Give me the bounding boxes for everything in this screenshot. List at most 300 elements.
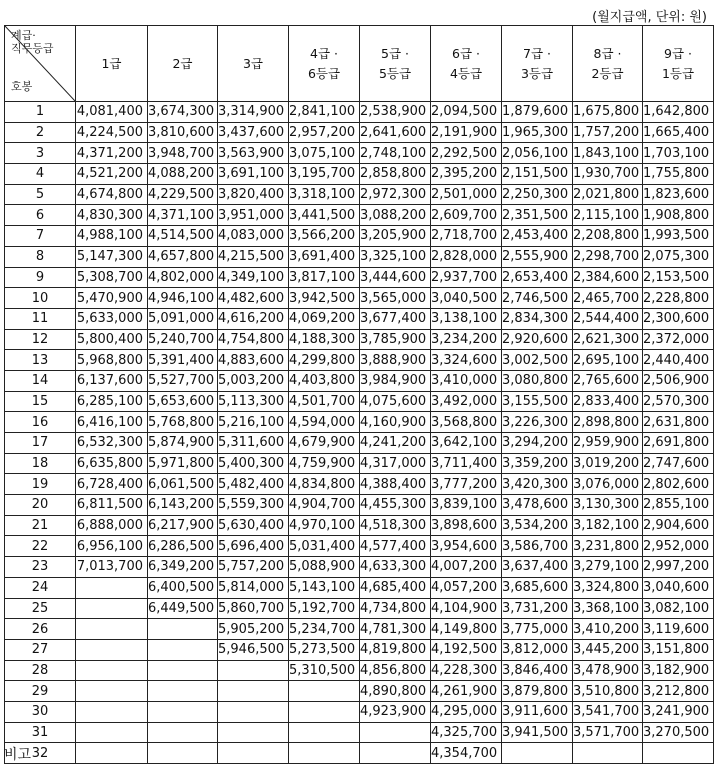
salary-cell: 3,444,600 xyxy=(360,267,431,288)
salary-cell: 3,810,600 xyxy=(148,122,218,143)
salary-cell: 1,823,600 xyxy=(643,184,714,205)
salary-cell: 1,843,100 xyxy=(573,143,643,164)
salary-cell: 2,695,100 xyxy=(573,350,643,371)
salary-cell: 2,538,900 xyxy=(360,102,431,123)
grade-header xyxy=(502,26,573,102)
salary-cell: 3,777,200 xyxy=(431,474,502,495)
salary-cell: 2,292,500 xyxy=(431,143,502,164)
salary-cell: 4,403,800 xyxy=(289,370,360,391)
step-cell: 4 xyxy=(5,164,76,185)
table-row xyxy=(5,598,714,619)
salary-cell xyxy=(218,743,289,764)
table-row xyxy=(5,681,714,702)
salary-cell: 5,559,300 xyxy=(218,495,289,516)
salary-cell: 3,534,200 xyxy=(502,515,573,536)
salary-cell: 4,518,300 xyxy=(360,515,431,536)
salary-cell: 3,691,400 xyxy=(289,246,360,267)
grade-header-line-2: 4등급 xyxy=(449,65,483,81)
salary-cell xyxy=(76,598,148,619)
salary-cell: 3,410,200 xyxy=(573,619,643,640)
grade-header xyxy=(218,26,289,102)
salary-cell: 2,021,800 xyxy=(573,184,643,205)
salary-cell: 5,192,700 xyxy=(289,598,360,619)
salary-cell: 6,728,400 xyxy=(76,474,148,495)
salary-cell: 5,630,400 xyxy=(218,515,289,536)
salary-cell: 3,478,600 xyxy=(502,495,573,516)
table-row xyxy=(5,370,714,391)
table-row xyxy=(5,557,714,578)
salary-cell: 6,449,500 xyxy=(148,598,218,619)
table-row xyxy=(5,474,714,495)
table-row xyxy=(5,164,714,185)
step-cell: 21 xyxy=(5,515,76,536)
salary-cell: 3,212,800 xyxy=(643,681,714,702)
step-cell: 11 xyxy=(5,308,76,329)
salary-cell: 3,019,200 xyxy=(573,453,643,474)
table-row xyxy=(5,577,714,598)
salary-cell: 4,819,800 xyxy=(360,639,431,660)
salary-cell: 3,941,500 xyxy=(502,722,573,743)
salary-cell: 2,747,600 xyxy=(643,453,714,474)
salary-cell: 2,833,400 xyxy=(573,391,643,412)
salary-cell: 3,410,000 xyxy=(431,370,502,391)
salary-cell: 3,898,600 xyxy=(431,515,502,536)
salary-cell: 3,948,700 xyxy=(148,143,218,164)
salary-cell xyxy=(148,681,218,702)
salary-cell: 1,993,500 xyxy=(643,226,714,247)
corner-header-cell xyxy=(5,26,76,102)
salary-cell: 1,965,300 xyxy=(502,122,573,143)
salary-cell: 2,453,400 xyxy=(502,226,573,247)
salary-cell: 6,143,200 xyxy=(148,495,218,516)
salary-cell: 4,325,700 xyxy=(431,722,502,743)
salary-cell: 4,075,600 xyxy=(360,391,431,412)
grade-header-line-2: 1등급 xyxy=(661,65,695,81)
table-row xyxy=(5,246,714,267)
salary-cell: 5,311,600 xyxy=(218,433,289,454)
salary-cell: 5,240,700 xyxy=(148,329,218,350)
step-cell: 26 xyxy=(5,619,76,640)
salary-cell: 2,075,300 xyxy=(643,246,714,267)
table-row xyxy=(5,350,714,371)
salary-cell: 3,785,900 xyxy=(360,329,431,350)
salary-cell: 5,308,700 xyxy=(76,267,148,288)
salary-cell: 5,971,800 xyxy=(148,453,218,474)
salary-cell: 3,075,100 xyxy=(289,143,360,164)
salary-cell: 3,951,000 xyxy=(218,205,289,226)
table-row xyxy=(5,722,714,743)
table-row xyxy=(5,536,714,557)
salary-cell: 2,904,600 xyxy=(643,515,714,536)
salary-cell: 1,703,100 xyxy=(643,143,714,164)
salary-cell: 4,083,000 xyxy=(218,226,289,247)
grade-header xyxy=(573,26,643,102)
salary-cell: 3,685,600 xyxy=(502,577,573,598)
salary-cell: 2,570,300 xyxy=(643,391,714,412)
salary-cell: 3,677,400 xyxy=(360,308,431,329)
salary-cell: 4,521,200 xyxy=(76,164,148,185)
salary-cell: 5,482,400 xyxy=(218,474,289,495)
salary-cell: 3,510,800 xyxy=(573,681,643,702)
grade-header-line-1: 7급 · xyxy=(523,45,551,61)
table-row xyxy=(5,619,714,640)
salary-cell xyxy=(502,743,573,764)
step-cell: 23 xyxy=(5,557,76,578)
salary-cell: 3,182,100 xyxy=(573,515,643,536)
salary-cell: 2,465,700 xyxy=(573,288,643,309)
salary-cell: 5,143,100 xyxy=(289,577,360,598)
salary-cell: 4,388,400 xyxy=(360,474,431,495)
salary-cell: 3,565,000 xyxy=(360,288,431,309)
salary-cell xyxy=(76,722,148,743)
salary-cell: 3,368,100 xyxy=(573,598,643,619)
salary-cell: 3,568,800 xyxy=(431,412,502,433)
salary-cell: 4,802,000 xyxy=(148,267,218,288)
grade-header xyxy=(148,26,218,102)
step-cell: 16 xyxy=(5,412,76,433)
salary-cell: 3,076,000 xyxy=(573,474,643,495)
salary-cell: 5,147,300 xyxy=(76,246,148,267)
salary-cell: 2,997,200 xyxy=(643,557,714,578)
salary-cell: 1,879,600 xyxy=(502,102,573,123)
salary-cell: 2,802,600 xyxy=(643,474,714,495)
step-cell: 22 xyxy=(5,536,76,557)
step-cell: 29 xyxy=(5,681,76,702)
salary-cell: 6,888,000 xyxy=(76,515,148,536)
salary-cell: 2,228,800 xyxy=(643,288,714,309)
table-row xyxy=(5,226,714,247)
salary-cell: 5,234,700 xyxy=(289,619,360,640)
salary-cell: 4,674,800 xyxy=(76,184,148,205)
salary-cell xyxy=(218,722,289,743)
grade-header xyxy=(289,26,360,102)
salary-cell: 2,691,800 xyxy=(643,433,714,454)
table-body xyxy=(5,102,714,764)
salary-cell: 4,679,900 xyxy=(289,433,360,454)
salary-cell: 4,228,300 xyxy=(431,660,502,681)
salary-cell: 3,294,200 xyxy=(502,433,573,454)
salary-cell xyxy=(76,743,148,764)
salary-cell: 6,811,500 xyxy=(76,495,148,516)
salary-cell: 5,391,400 xyxy=(148,350,218,371)
salary-cell: 4,514,500 xyxy=(148,226,218,247)
salary-cell: 5,814,000 xyxy=(218,577,289,598)
grade-header-line-1: 8급 · xyxy=(593,45,622,61)
salary-cell xyxy=(76,681,148,702)
salary-cell: 3,231,800 xyxy=(573,536,643,557)
salary-cell xyxy=(76,701,148,722)
table-row xyxy=(5,433,714,454)
salary-cell: 5,400,300 xyxy=(218,453,289,474)
salary-cell: 7,013,700 xyxy=(76,557,148,578)
salary-cell: 5,527,700 xyxy=(148,370,218,391)
salary-cell: 2,631,800 xyxy=(643,412,714,433)
salary-cell xyxy=(76,660,148,681)
step-cell: 3 xyxy=(5,143,76,164)
grade-header-line-1: 6급 · xyxy=(452,45,480,61)
salary-cell: 4,856,800 xyxy=(360,660,431,681)
salary-cell: 5,860,700 xyxy=(218,598,289,619)
step-cell: 1 xyxy=(5,102,76,123)
salary-cell: 4,192,500 xyxy=(431,639,502,660)
step-cell: 18 xyxy=(5,453,76,474)
unit-note: (월지급액, 단위: 원) xyxy=(592,10,707,25)
salary-cell: 6,400,500 xyxy=(148,577,218,598)
salary-cell xyxy=(76,639,148,660)
salary-cell: 2,621,300 xyxy=(573,329,643,350)
salary-cell: 4,224,500 xyxy=(76,122,148,143)
salary-cell: 6,061,500 xyxy=(148,474,218,495)
salary-cell: 4,633,300 xyxy=(360,557,431,578)
salary-cell: 4,577,400 xyxy=(360,536,431,557)
salary-cell: 4,295,000 xyxy=(431,701,502,722)
salary-cell: 2,972,300 xyxy=(360,184,431,205)
salary-cell: 3,812,000 xyxy=(502,639,573,660)
salary-cell xyxy=(289,722,360,743)
salary-cell: 5,310,500 xyxy=(289,660,360,681)
salary-cell: 5,031,400 xyxy=(289,536,360,557)
salary-cell: 3,586,700 xyxy=(502,536,573,557)
grade-header-line-2: 6등급 xyxy=(307,65,341,81)
salary-cell: 4,616,200 xyxy=(218,308,289,329)
corner-step-label: 호봉 xyxy=(11,80,33,93)
salary-cell: 4,685,400 xyxy=(360,577,431,598)
corner-line-2: 직무등급 xyxy=(11,42,54,55)
table-row xyxy=(5,122,714,143)
table-row xyxy=(5,184,714,205)
table-row xyxy=(5,412,714,433)
step-cell: 32 xyxy=(5,743,76,764)
salary-cell: 3,151,800 xyxy=(643,639,714,660)
grade-header xyxy=(76,26,148,102)
salary-cell: 4,081,400 xyxy=(76,102,148,123)
step-cell: 13 xyxy=(5,350,76,371)
step-cell: 30 xyxy=(5,701,76,722)
table-row xyxy=(5,515,714,536)
salary-cell: 4,830,300 xyxy=(76,205,148,226)
salary-cell: 2,855,100 xyxy=(643,495,714,516)
salary-cell: 6,635,800 xyxy=(76,453,148,474)
salary-cell: 3,138,100 xyxy=(431,308,502,329)
step-cell: 8 xyxy=(5,246,76,267)
salary-cell: 2,920,600 xyxy=(502,329,573,350)
salary-cell: 5,091,000 xyxy=(148,308,218,329)
table-row xyxy=(5,453,714,474)
salary-cell: 2,384,600 xyxy=(573,267,643,288)
salary-cell: 6,416,100 xyxy=(76,412,148,433)
salary-cell: 2,841,100 xyxy=(289,102,360,123)
salary-cell: 4,215,500 xyxy=(218,246,289,267)
salary-cell xyxy=(148,660,218,681)
salary-cell: 5,113,300 xyxy=(218,391,289,412)
salary-cell: 2,298,700 xyxy=(573,246,643,267)
salary-cell xyxy=(148,743,218,764)
salary-cell: 2,555,900 xyxy=(502,246,573,267)
salary-cell: 3,314,900 xyxy=(218,102,289,123)
salary-cell xyxy=(148,639,218,660)
salary-cell: 5,633,000 xyxy=(76,308,148,329)
table-row xyxy=(5,743,714,764)
salary-cell: 3,984,900 xyxy=(360,370,431,391)
salary-cell: 4,890,800 xyxy=(360,681,431,702)
salary-cell: 4,371,200 xyxy=(76,143,148,164)
salary-cell xyxy=(573,743,643,764)
salary-cell: 3,324,600 xyxy=(431,350,502,371)
grade-header xyxy=(643,26,714,102)
salary-cell: 4,970,100 xyxy=(289,515,360,536)
salary-cell: 4,057,200 xyxy=(431,577,502,598)
salary-cell: 3,674,300 xyxy=(148,102,218,123)
corner-line-1: 계급· xyxy=(11,29,36,42)
grade-header-line-1: 3급 xyxy=(242,55,264,71)
salary-cell: 3,775,000 xyxy=(502,619,573,640)
salary-cell: 4,354,700 xyxy=(431,743,502,764)
step-cell: 24 xyxy=(5,577,76,598)
salary-cell: 6,349,200 xyxy=(148,557,218,578)
salary-cell: 3,846,400 xyxy=(502,660,573,681)
salary-cell: 2,056,100 xyxy=(502,143,573,164)
salary-cell: 3,182,900 xyxy=(643,660,714,681)
salary-cell: 4,834,800 xyxy=(289,474,360,495)
salary-cell: 4,007,200 xyxy=(431,557,502,578)
salary-cell: 5,757,200 xyxy=(218,557,289,578)
step-cell: 14 xyxy=(5,370,76,391)
salary-cell: 2,208,800 xyxy=(573,226,643,247)
salary-cell: 3,839,100 xyxy=(431,495,502,516)
table-row xyxy=(5,329,714,350)
salary-cell: 4,104,900 xyxy=(431,598,502,619)
salary-cell: 3,954,600 xyxy=(431,536,502,557)
salary-cell: 2,115,100 xyxy=(573,205,643,226)
salary-cell: 6,137,600 xyxy=(76,370,148,391)
salary-cell: 2,959,900 xyxy=(573,433,643,454)
step-cell: 15 xyxy=(5,391,76,412)
salary-cell xyxy=(76,619,148,640)
salary-cell: 5,874,900 xyxy=(148,433,218,454)
step-cell: 31 xyxy=(5,722,76,743)
salary-cell: 5,273,500 xyxy=(289,639,360,660)
salary-cell: 3,088,200 xyxy=(360,205,431,226)
grade-header xyxy=(360,26,431,102)
salary-cell: 2,937,700 xyxy=(431,267,502,288)
salary-cell: 2,501,000 xyxy=(431,184,502,205)
salary-cell: 1,908,800 xyxy=(643,205,714,226)
salary-cell: 1,755,800 xyxy=(643,164,714,185)
salary-cell: 3,195,700 xyxy=(289,164,360,185)
salary-cell: 4,160,900 xyxy=(360,412,431,433)
salary-cell: 4,923,900 xyxy=(360,701,431,722)
salary-cell xyxy=(218,701,289,722)
salary-cell: 2,952,000 xyxy=(643,536,714,557)
salary-cell: 2,898,800 xyxy=(573,412,643,433)
salary-cell: 6,285,100 xyxy=(76,391,148,412)
salary-cell: 5,800,400 xyxy=(76,329,148,350)
salary-cell: 2,300,600 xyxy=(643,308,714,329)
salary-cell: 2,746,500 xyxy=(502,288,573,309)
table-row xyxy=(5,495,714,516)
salary-cell: 2,641,600 xyxy=(360,122,431,143)
salary-cell: 3,817,100 xyxy=(289,267,360,288)
salary-cell: 3,563,900 xyxy=(218,143,289,164)
step-cell: 12 xyxy=(5,329,76,350)
salary-cell: 5,946,500 xyxy=(218,639,289,660)
salary-cell: 3,205,900 xyxy=(360,226,431,247)
salary-cell: 3,478,900 xyxy=(573,660,643,681)
salary-cell: 3,119,600 xyxy=(643,619,714,640)
salary-cell: 1,757,200 xyxy=(573,122,643,143)
salary-cell: 3,691,100 xyxy=(218,164,289,185)
salary-cell xyxy=(148,722,218,743)
salary-cell: 3,571,700 xyxy=(573,722,643,743)
salary-cell: 4,501,700 xyxy=(289,391,360,412)
step-cell: 17 xyxy=(5,433,76,454)
table-row xyxy=(5,288,714,309)
step-cell: 9 xyxy=(5,267,76,288)
step-cell: 6 xyxy=(5,205,76,226)
grade-header xyxy=(431,26,502,102)
salary-cell: 4,229,500 xyxy=(148,184,218,205)
salary-cell: 2,748,100 xyxy=(360,143,431,164)
salary-cell: 3,942,500 xyxy=(289,288,360,309)
salary-cell: 3,155,500 xyxy=(502,391,573,412)
salary-cell xyxy=(289,743,360,764)
salary-cell: 3,279,100 xyxy=(573,557,643,578)
salary-cell: 2,544,400 xyxy=(573,308,643,329)
salary-table xyxy=(4,25,714,764)
step-cell: 2 xyxy=(5,122,76,143)
salary-cell: 3,879,800 xyxy=(502,681,573,702)
salary-cell: 4,317,000 xyxy=(360,453,431,474)
salary-cell xyxy=(289,681,360,702)
salary-cell: 3,445,200 xyxy=(573,639,643,660)
grade-header-line-2: 5등급 xyxy=(378,65,412,81)
salary-cell: 5,470,900 xyxy=(76,288,148,309)
salary-cell: 5,088,900 xyxy=(289,557,360,578)
salary-cell: 2,609,700 xyxy=(431,205,502,226)
step-cell: 10 xyxy=(5,288,76,309)
salary-cell: 3,637,400 xyxy=(502,557,573,578)
salary-cell: 3,492,000 xyxy=(431,391,502,412)
salary-cell: 1,665,400 xyxy=(643,122,714,143)
salary-cell: 2,718,700 xyxy=(431,226,502,247)
salary-cell: 6,532,300 xyxy=(76,433,148,454)
grade-header-line-1: 4급 · xyxy=(310,45,338,61)
salary-cell: 3,234,200 xyxy=(431,329,502,350)
salary-cell: 3,002,500 xyxy=(502,350,573,371)
table-row xyxy=(5,639,714,660)
salary-cell: 3,325,100 xyxy=(360,246,431,267)
step-cell: 25 xyxy=(5,598,76,619)
salary-cell: 2,191,900 xyxy=(431,122,502,143)
step-cell: 7 xyxy=(5,226,76,247)
salary-cell: 2,250,300 xyxy=(502,184,573,205)
salary-cell: 4,759,900 xyxy=(289,453,360,474)
footer-note: 비고 xyxy=(4,747,32,763)
salary-cell: 2,828,000 xyxy=(431,246,502,267)
salary-cell: 5,216,100 xyxy=(218,412,289,433)
salary-cell xyxy=(360,743,431,764)
salary-cell: 3,731,200 xyxy=(502,598,573,619)
salary-cell: 4,299,800 xyxy=(289,350,360,371)
salary-cell: 4,904,700 xyxy=(289,495,360,516)
salary-cell: 2,094,500 xyxy=(431,102,502,123)
salary-cell: 2,395,200 xyxy=(431,164,502,185)
salary-cell xyxy=(643,743,714,764)
salary-cell: 4,734,800 xyxy=(360,598,431,619)
salary-cell: 3,441,500 xyxy=(289,205,360,226)
salary-cell: 3,324,800 xyxy=(573,577,643,598)
salary-cell: 2,372,000 xyxy=(643,329,714,350)
